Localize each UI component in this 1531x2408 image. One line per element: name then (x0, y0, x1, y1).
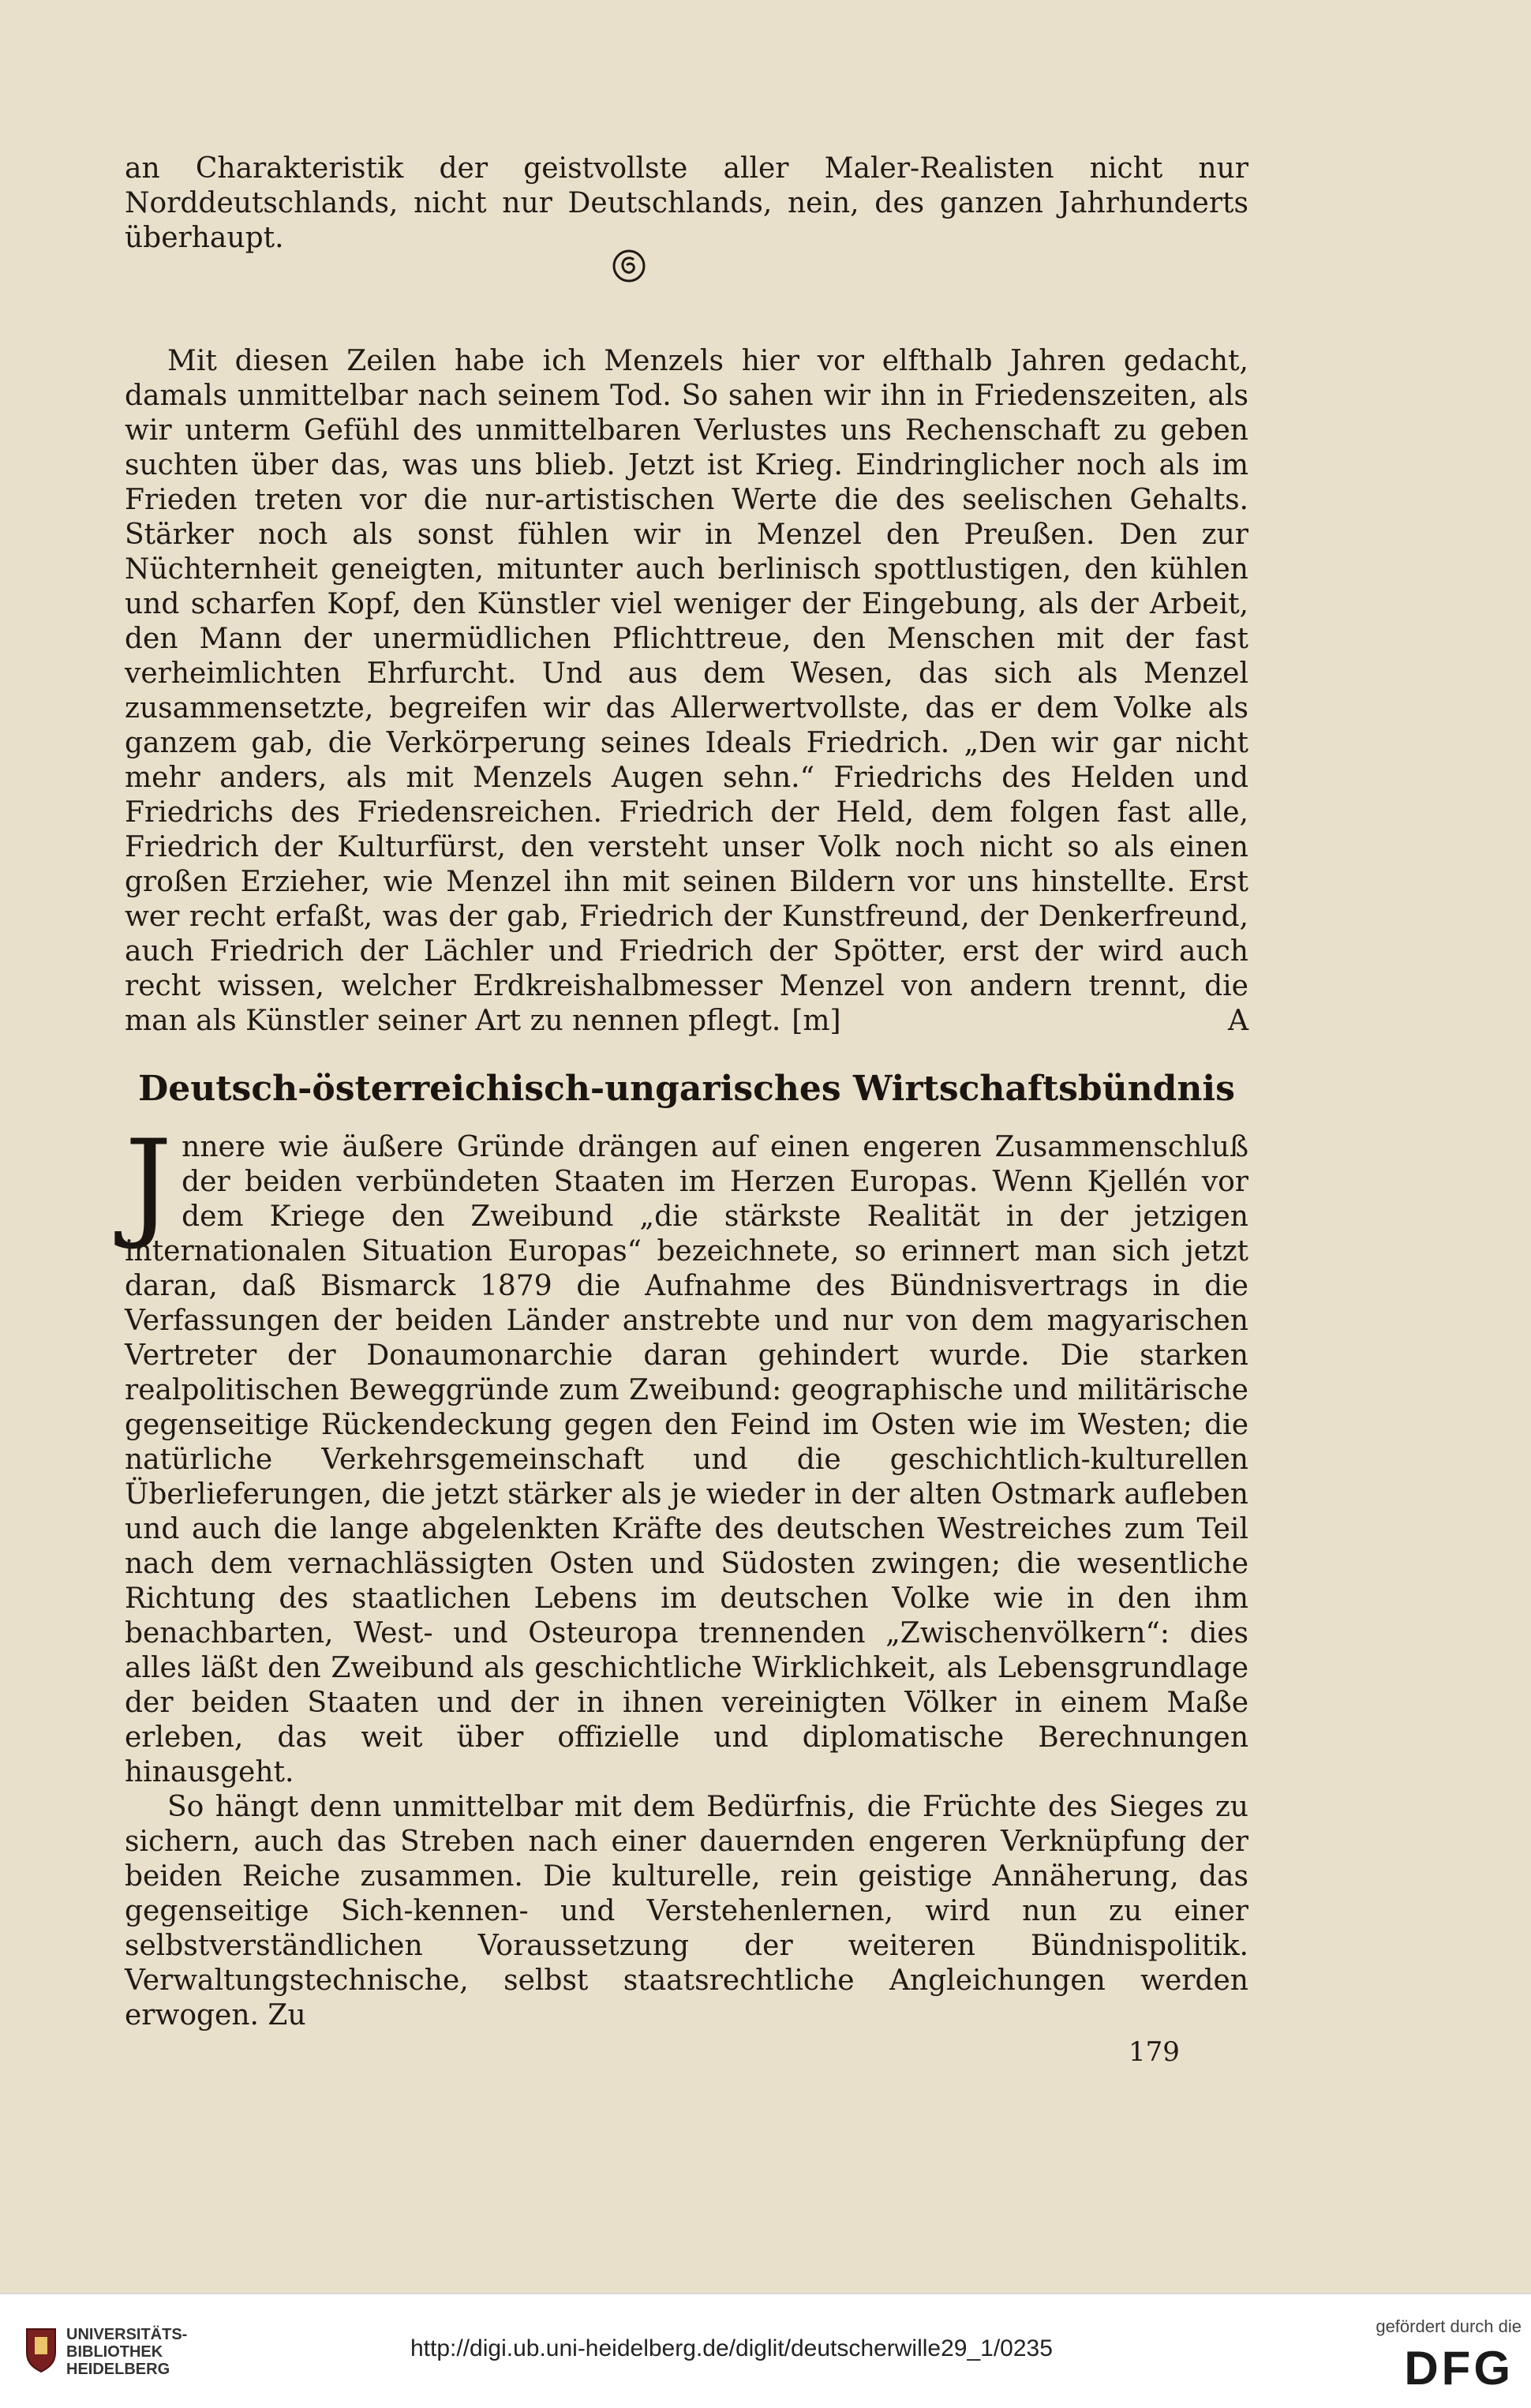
article-paragraph-1-text: nnere wie äußere Gründe drängen auf einen engeren Zusammenschluß der beiden verbündeten Staaten im Herzen Europas. Wenn Kjellén vor dem Kriege den Zweibund „die stärkste Realität in der jetzigen internationalen Situation Europas“ bezeichnete, so erinnert man sich jetzt daran, daß Bismarck 1879 die Aufnahme des Bündnisvertrags in die Verfassungen der beiden Länder anstrebte und nur von dem magyarischen Vertreter der Donaumonarchie daran gehindert wurde. Die starken realpolitischen Beweggründe zum Zweibund: geographische und militärische gegenseitige Rückendeckung gegen den Feind im Osten wie im Westen; die natürliche Verkehrsgemeinschaft und die geschichtlich-kulturellen Überlieferungen, die jetzt stärker als je wieder in der alten Ostmark aufleben und auch die lange abgelenkten Kräfte des deutschen Westreiches zum Teil nach dem vernachlässigten Osten und Südosten zwingen; die wesentliche Richtung des staatlichen Lebens im deutschen Volke wie in den ihm benachbarten, West- und Osteuropa trennenden „Zwischenvölkern“: dies alles läßt den Zweibund als geschichtliche Wirklichkeit, als Lebensgrundlage der beiden Staaten und der in ihnen vereinigten Völker in einem Maße erleben, das weit über offizielle und diplomatische Berechnungen hinausgeht. (125, 1131, 1248, 1788)
paragraph-menzel-text (125, 344, 1248, 1039)
page-number: 179 (1129, 2036, 1180, 2068)
paragraph-menzel-body: Mit diesen Zeilen habe ich Menzels hier vor elfthalb Jahren gedacht, damals unmittelbar nach seinem Tod. So sahen wir ihn in Friedenszeiten, als wir unterm Gefühl des unmittelbaren Verlustes uns Rechenschaft zu geben suchten über das, was uns blieb. Jetzt ist Krieg. Eindringlicher noch als im Frieden treten vor die nur-artistischen Werte die des seelischen Gehalts. Stärker noch als sonst fühlen wir in Menzel den Preußen. Den zur Nüchternheit geneigten, mitunter auch berlinisch spottlustigen, den kühlen und scharfen Kopf, den Künstler viel weniger der Eingebung, als der Arbeit, den Mann der unermüdlichen Pflichttreue, den Menschen mit der fast verheimlichten Ehrfurcht. Und aus dem Wesen, das sich als Menzel zusammensetzte, begreifen wir das Allerwertvollste, das er dem Volke als ganzem gab, die Verkörperung seines Ideals Friedrich. „Den wir gar nicht mehr anders, als mit Menzels Augen sehn.“ Friedrichs des Helden und Friedrichs des Friedensreichen. Friedrich der Held, dem folgen fast alle, Friedrich der Kulturfürst, den versteht unser Volk noch nicht so als einen großen Erzieher, wie Menzel ihn mit seinen Bildern vor uns hinstellte. Erst wer recht erfaßt, was der gab, Friedrich der Kunstfreund, der Denkerfreund, auch Friedrich der Lächler und Friedrich der Spötter, erst der wird auch recht wissen, welcher Erdkreishalbmesser Menzel von andern trennt, die man als Künstler seiner Art zu nennen pflegt. (125, 345, 1248, 1037)
ornament-icon (612, 249, 646, 283)
source-url-link[interactable]: http://digi.ub.uni-heidelberg.de/diglit/deutscherwille29_1/0235 (410, 2335, 1053, 2361)
university-line-3: HEIDELBERG (66, 2361, 170, 2378)
dfg-logo: DFG (1404, 2342, 1514, 2395)
author-signature: A (1228, 1005, 1248, 1037)
article-paragraph-1 (125, 1115, 1248, 1790)
article-body (125, 1115, 1248, 2033)
university-seal-icon (24, 2326, 58, 2373)
paragraph-top (125, 152, 1248, 256)
paragraph-menzel (125, 344, 1248, 1039)
university-name (66, 2326, 187, 2378)
dropcap-initial: J (125, 1115, 173, 1253)
funded-by-label: gefördert durch die (1376, 2316, 1522, 2336)
footer-bar (0, 2293, 1531, 2408)
university-line-1: UNIVERSITÄTS- (66, 2326, 188, 2343)
university-line-2: BIBLIOTHEK (66, 2343, 163, 2361)
article-paragraph-2: So hängt denn unmittelbar mit dem Bedürfnis, die Früchte des Sieges zu sichern, auch das Streben nach einer dauernden engeren Verknüpfung der beiden Reiche zusammen. Die kulturelle, rein geistige Annäherung, das gegenseitige Sich-kennen- und Verstehenlernen, wird nun zu einer selbstverständlichen Voraussetzung der weiteren Bündnispolitik. Verwaltungstechnische, selbst staatsrechtliche Angleichungen werden erwogen. Zu (125, 1791, 1248, 2032)
mark-m: [m] (792, 1005, 841, 1037)
article-heading: Deutsch-österreichisch-ungarisches Wirtschaftsbündnis (138, 1069, 1235, 1109)
paragraph-top-text: an Charakteristik der geistvollste aller Maler-Realisten nicht nur Norddeutschlands, nicht nur Deutschlands, nein, des ganzen Jahrhunderts überhaupt. (125, 152, 1248, 254)
